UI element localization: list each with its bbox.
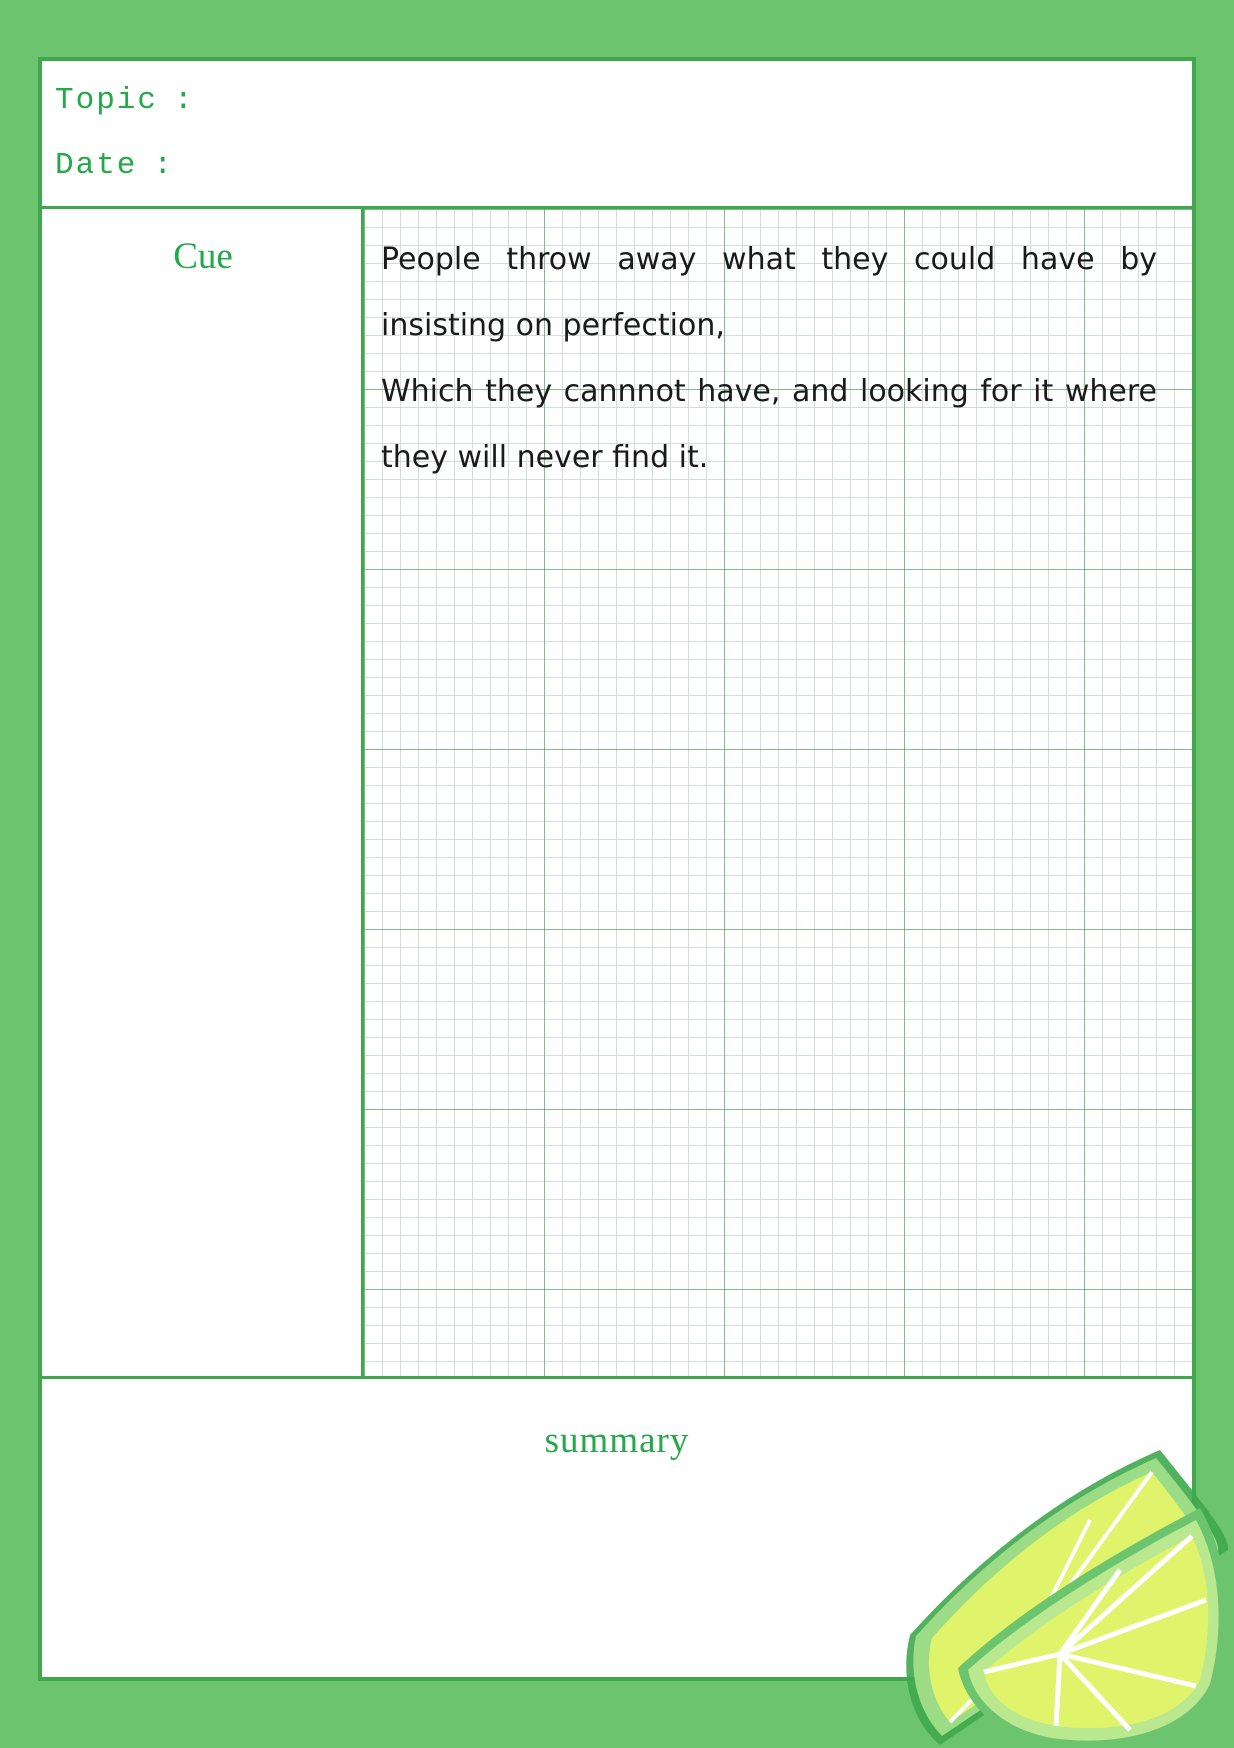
topic-colon: : [174, 83, 195, 118]
notes-line: Which they cannnot have, and looking for it where they will never find it. [381, 374, 1157, 475]
cornell-notes-sheet [38, 57, 1196, 1681]
topic-field[interactable] [55, 83, 195, 118]
notes-text [381, 227, 1157, 491]
lime-slices-icon [880, 1440, 1234, 1748]
cue-title: Cue [173, 236, 233, 277]
topic-label: Topic [55, 83, 159, 118]
date-colon: : [153, 148, 175, 183]
notes-grid-area[interactable] [364, 209, 1192, 1376]
date-label: Date [55, 148, 138, 183]
notes-line: People throw away what they could have by insisting on perfection, [381, 242, 1157, 343]
date-field[interactable] [55, 148, 174, 183]
summary-title: summary [544, 1420, 690, 1461]
cue-column[interactable] [42, 209, 364, 1376]
header-section [42, 61, 1192, 209]
